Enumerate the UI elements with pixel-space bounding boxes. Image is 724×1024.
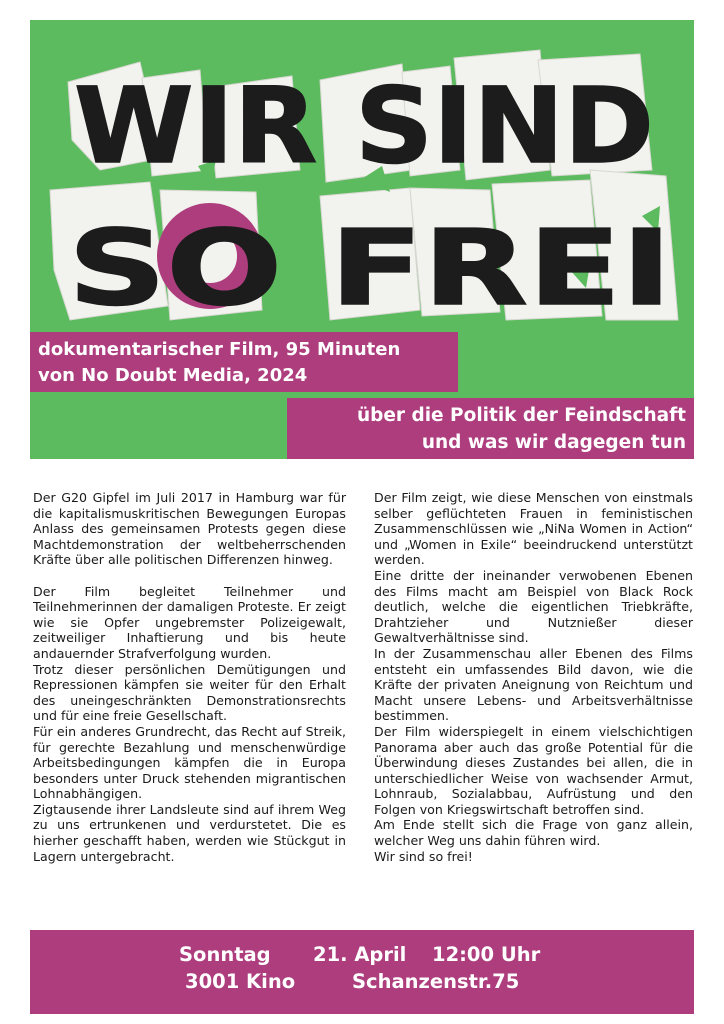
title-line-2: SO FREI xyxy=(68,207,672,329)
paragraph: Eine dritte der ineinander verwobenen Ebenen des Films macht am Beispiel von Black Rock deutlich, welche die eigentlichen Triebkräfte, Drahtzieher und Nutznießer dieser Gewaltverhältnisse sind. xyxy=(374,567,693,646)
title-line-1: WIR SIND xyxy=(74,65,655,187)
subtitle-band xyxy=(30,332,458,392)
tagline-band xyxy=(287,398,694,459)
event-venue: 3001 Kino xyxy=(185,970,296,993)
poster-hero-image xyxy=(30,20,694,459)
tagline-line-2: und was wir dagegen tun xyxy=(421,432,686,453)
left-text-column xyxy=(33,490,346,864)
event-address: Schanzenstr.75 xyxy=(352,970,520,993)
right-text-column xyxy=(374,490,693,864)
paragraph: Für ein anderes Grundrecht, das Recht auf Streik, für gerechte Bezahlung und menschenwürdige Arbeitsbedingungen kämpfen die in Europa besonders unter Druck stehenden migrantischen Lohnabhängigen. xyxy=(33,723,346,802)
paragraph: Am Ende stellt sich die Frage von ganz allein, welcher Weg uns dahin führen wird. xyxy=(374,817,693,849)
paragraph: Trotz dieser persönlichen Demütigungen und Repressionen kämpfen sie weiter für den Erhalt des uneingeschränkten Demonstrationsrechts und für eine freie Gesellschaft. xyxy=(33,661,346,724)
paragraph: In der Zusammenschau aller Ebenen des Films entsteht ein umfassendes Bild davon, wie die Kräfte der privaten Aneignung von Reichtum und Macht unsere Lebens- und Arbeitsverhältnisse bestimmen. xyxy=(374,645,693,724)
paragraph: Zigtausende ihrer Landsleute sind auf ihrem Weg zu uns ertrunkenen und verdurstetet. Die es hierher geschafft haben, werden wie Stückgut in Lagern untergebracht. xyxy=(33,801,346,864)
event-date: 21. April xyxy=(313,943,407,966)
torn-paper-title-art xyxy=(30,20,694,459)
paragraph: Der Film zeigt, wie diese Menschen von einstmals selber geflüchteten Frauen in feministischen Zusammenschlüssen wie „NiNa Women in Action“ und „Women in Exile“ beeindruckend unterstützt werden. xyxy=(374,490,693,568)
subtitle-line-1: dokumentarischer Film, 95 Minuten xyxy=(38,339,401,360)
paragraph: Der Film widerspiegelt in einem vielschichtigen Panorama aber auch das große Potential für die Überwindung dieses Zustandes bei allen, die in unterschiedlicher Weise von wachsender Armut, Lohnraub, Sozialabbau, Aufrüstung und den Folgen von Kriegswirtschaft betroffen sind. xyxy=(374,723,693,817)
tagline-line-1: über die Politik der Feindschaft xyxy=(356,405,686,426)
event-info-banner xyxy=(30,930,694,1014)
subtitle-line-2: von No Doubt Media, 2024 xyxy=(38,365,308,386)
paragraph: Der Film begleitet Teilnehmer und Teilnehmerinnen der damaligen Proteste. Er zeigt wie sie Opfer ungebremster Polizeigewalt, zeitweiliger Inhaftierung und bis heute andauernder Strafverfolgung wurden. xyxy=(33,583,346,661)
event-day: Sonntag xyxy=(179,943,271,966)
event-time: 12:00 Uhr xyxy=(432,943,541,966)
closing-line: Wir sind so frei! xyxy=(374,848,473,864)
paragraph: Der G20 Gipfel im Juli 2017 in Hamburg war für die kapitalismuskritischen Bewegungen Europas Anlass des gemeinsamen Protests gegen diese Machtdemonstration der weltbeherrschenden Kräfte über alle politischen Differenzen hinweg. xyxy=(33,490,346,568)
